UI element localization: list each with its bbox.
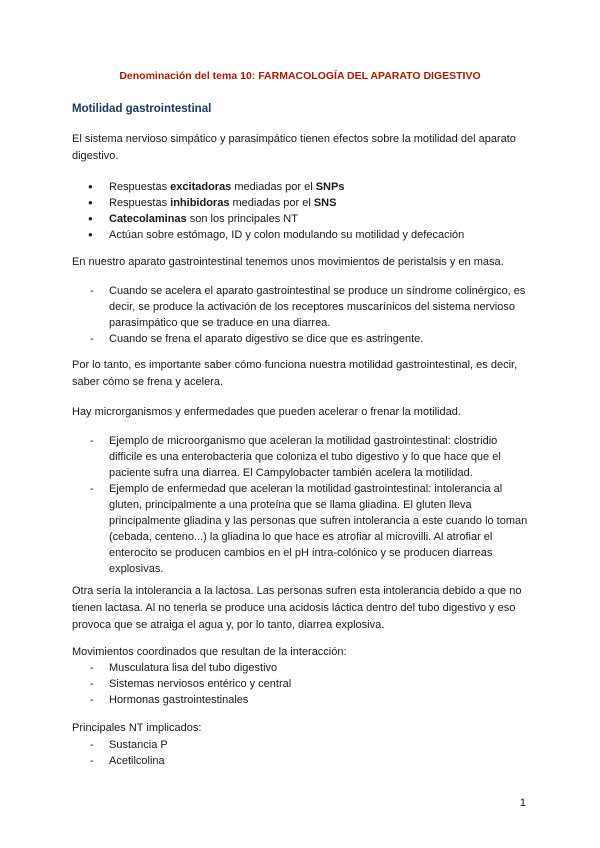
bullet-list <box>88 179 528 243</box>
paragraph-5: Otra sería la intolerancia a la lactosa. Las personas sufren esta intolerancia debido a que no tienen lactasa. Al no tenerla se produce una acidosis láctica dentro del tubo digestivo y eso provoca que se atraiga el agua y, por lo tanto, diarrea explosiva. <box>72 585 522 631</box>
dash-list-2 <box>88 433 528 577</box>
list-item: - Hormonas gastrointestinales <box>88 692 528 708</box>
list-item: - Sistemas nerviosos entérico y central <box>88 676 528 692</box>
paragraph-7: Principales NT implicados: <box>72 722 202 734</box>
section-heading: Motilidad gastrointestinal <box>72 103 212 115</box>
list-item: - Sustancia P <box>88 737 528 753</box>
list-item: ● Respuestas inhibidoras mediadas por el SNS <box>88 195 528 211</box>
list-item: - Cuando se frena el aparato digestivo se dice que es astringente. <box>88 331 528 347</box>
list-item: - Ejemplo de enfermedad que aceleran la motilidad gastrointestinal: intolerancia al gluten, principalmente a una proteína que se llama gliadina. El gluten lleva principalmente gliadina y las personas que sufren intolerancia a este cuando lo toman (cebada, centeno...) la gliadina lo que hace es atrofiar al microvilli. Al atrofiar el enterocito se producen cambios en el pH intra-colónico y se producen diarreas explosivas. <box>88 481 528 577</box>
list-item: ● Catecolaminas son los principales NT <box>88 211 528 227</box>
list-item: - Musculatura lisa del tubo digestivo <box>88 660 528 676</box>
paragraph-3: Por lo tanto, es importante saber cómo funciona nuestra motilidad gastrointestinal, es decir, saber cómo se frena y acelera. <box>72 359 518 388</box>
document-title: Denominación del tema 10: FARMACOLOGÍA DEL APARATO DIGESTIVO <box>119 70 481 82</box>
list-item: ● Respuestas excitadoras mediadas por el SNPs <box>88 179 528 195</box>
paragraph-4: Hay microrganismos y enfermedades que pueden acelerar o frenar la motilidad. <box>72 406 461 418</box>
list-item: - Cuando se acelera el aparato gastrointestinal se produce un síndrome colinérgico, es decir, se produce la activación de los receptores muscarínicos del sistema nervioso parasimpático que se traduce en una diarrea. <box>88 283 528 331</box>
page-number: 1 <box>519 797 526 809</box>
dash-list-4 <box>88 737 528 769</box>
dash-list-3 <box>88 660 528 708</box>
paragraph-1: El sistema nervioso simpático y parasimpático tienen efectos sobre la motilidad del aparato digestivo. <box>72 133 516 162</box>
paragraph-6: Movimientos coordinados que resultan de la interacción: <box>72 646 347 658</box>
paragraph-2: En nuestro aparato gastrointestinal tenemos unos movimientos de peristalsis y en masa. <box>72 256 504 268</box>
list-item: - Acetilcolina <box>88 753 528 769</box>
list-item: - Ejemplo de microorganismo que aceleran la motilidad gastrointestinal: clostridio difficile es una enterobacteria que coloniza el tubo digestivo y lo que hace que el paciente sufra una diarrea. El Campylobacter también acelera la motilidad. <box>88 433 528 481</box>
list-item: ● Actúan sobre estómago, ID y colon modulando su motilidad y defecación <box>88 227 528 243</box>
dash-list-1 <box>88 283 528 347</box>
